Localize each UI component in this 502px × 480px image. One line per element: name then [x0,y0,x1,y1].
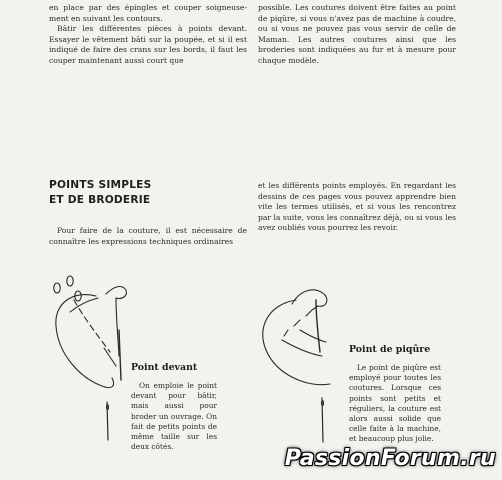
needle [107,402,108,440]
back-stitch-line [284,306,318,336]
thread-loop [106,287,126,299]
stitch-title-backstitch: Point de piqûre [349,344,431,355]
paragraph: en place par des épingles et couper soigneuse-ment en suivant les contours. [49,3,247,23]
stitch-loop [54,283,60,293]
paragraph: et les différents points employés. En regardant les dessins de ces pages vous pouvez apprendre bien vite les termes utilisés, et si vous les rencontrez par la suite, vous les connaîtrez déjà, ou si vous les avez oubliés vous pourrez les revoir. [258,181,456,233]
stitch-description-running [131,381,217,452]
paragraph: On emploie le point devant pour bâtir, mais aussi pour broder un ouvrage. On fait de petits points de même taille sur les deux côtés. [131,381,217,452]
running-stitch-illustration [54,276,127,440]
watermark: PassionForum.ru [284,446,496,471]
thread [116,298,119,356]
heading-line: POINTS SIMPLES [49,179,152,191]
stitch-title-running: Point devant [131,362,198,373]
paragraph: Bâtir les différentes pièces à points devant. Essayer le vêtement bâti sur la poupée, et si il est indiqué de faire des crans sur les bords, il faut les couper maintenant aussi court que [49,24,247,65]
fabric-edge [56,295,114,388]
paragraph: Pour faire de la couture, il est nécessaire de connaître les expressions techniques ordinaires [49,226,247,246]
stitch-loop [67,276,73,286]
needle [316,300,320,352]
thread [104,348,116,366]
thread [282,340,322,356]
thread-loop [292,290,327,306]
heading-line: ET DE BRODERIE [49,193,151,206]
running-stitch-line [74,300,110,352]
needle [119,330,121,380]
paragraph: possible. Les coutures doivent être faites au point de piqûre, si vous n'avez pas de machine à coudre, ou si vous ne pouvez pas vous servir de celle de Maman. Les autres coutures ainsi que les broderies sont indiquées au fur et à mesure pour chaque modèle. [258,3,456,65]
paragraph: Le point de piqûre est employé pour toutes les coutures. Lorsque ces points sont petits et réguliers, la couture est alors aussi solide que celle faite à la machine, et beaucoup plus jolie. [349,363,441,444]
stitch-description-backstitch [349,363,441,445]
back-stitch-illustration [263,290,330,442]
fabric-edge [263,300,330,385]
thread [300,330,326,342]
